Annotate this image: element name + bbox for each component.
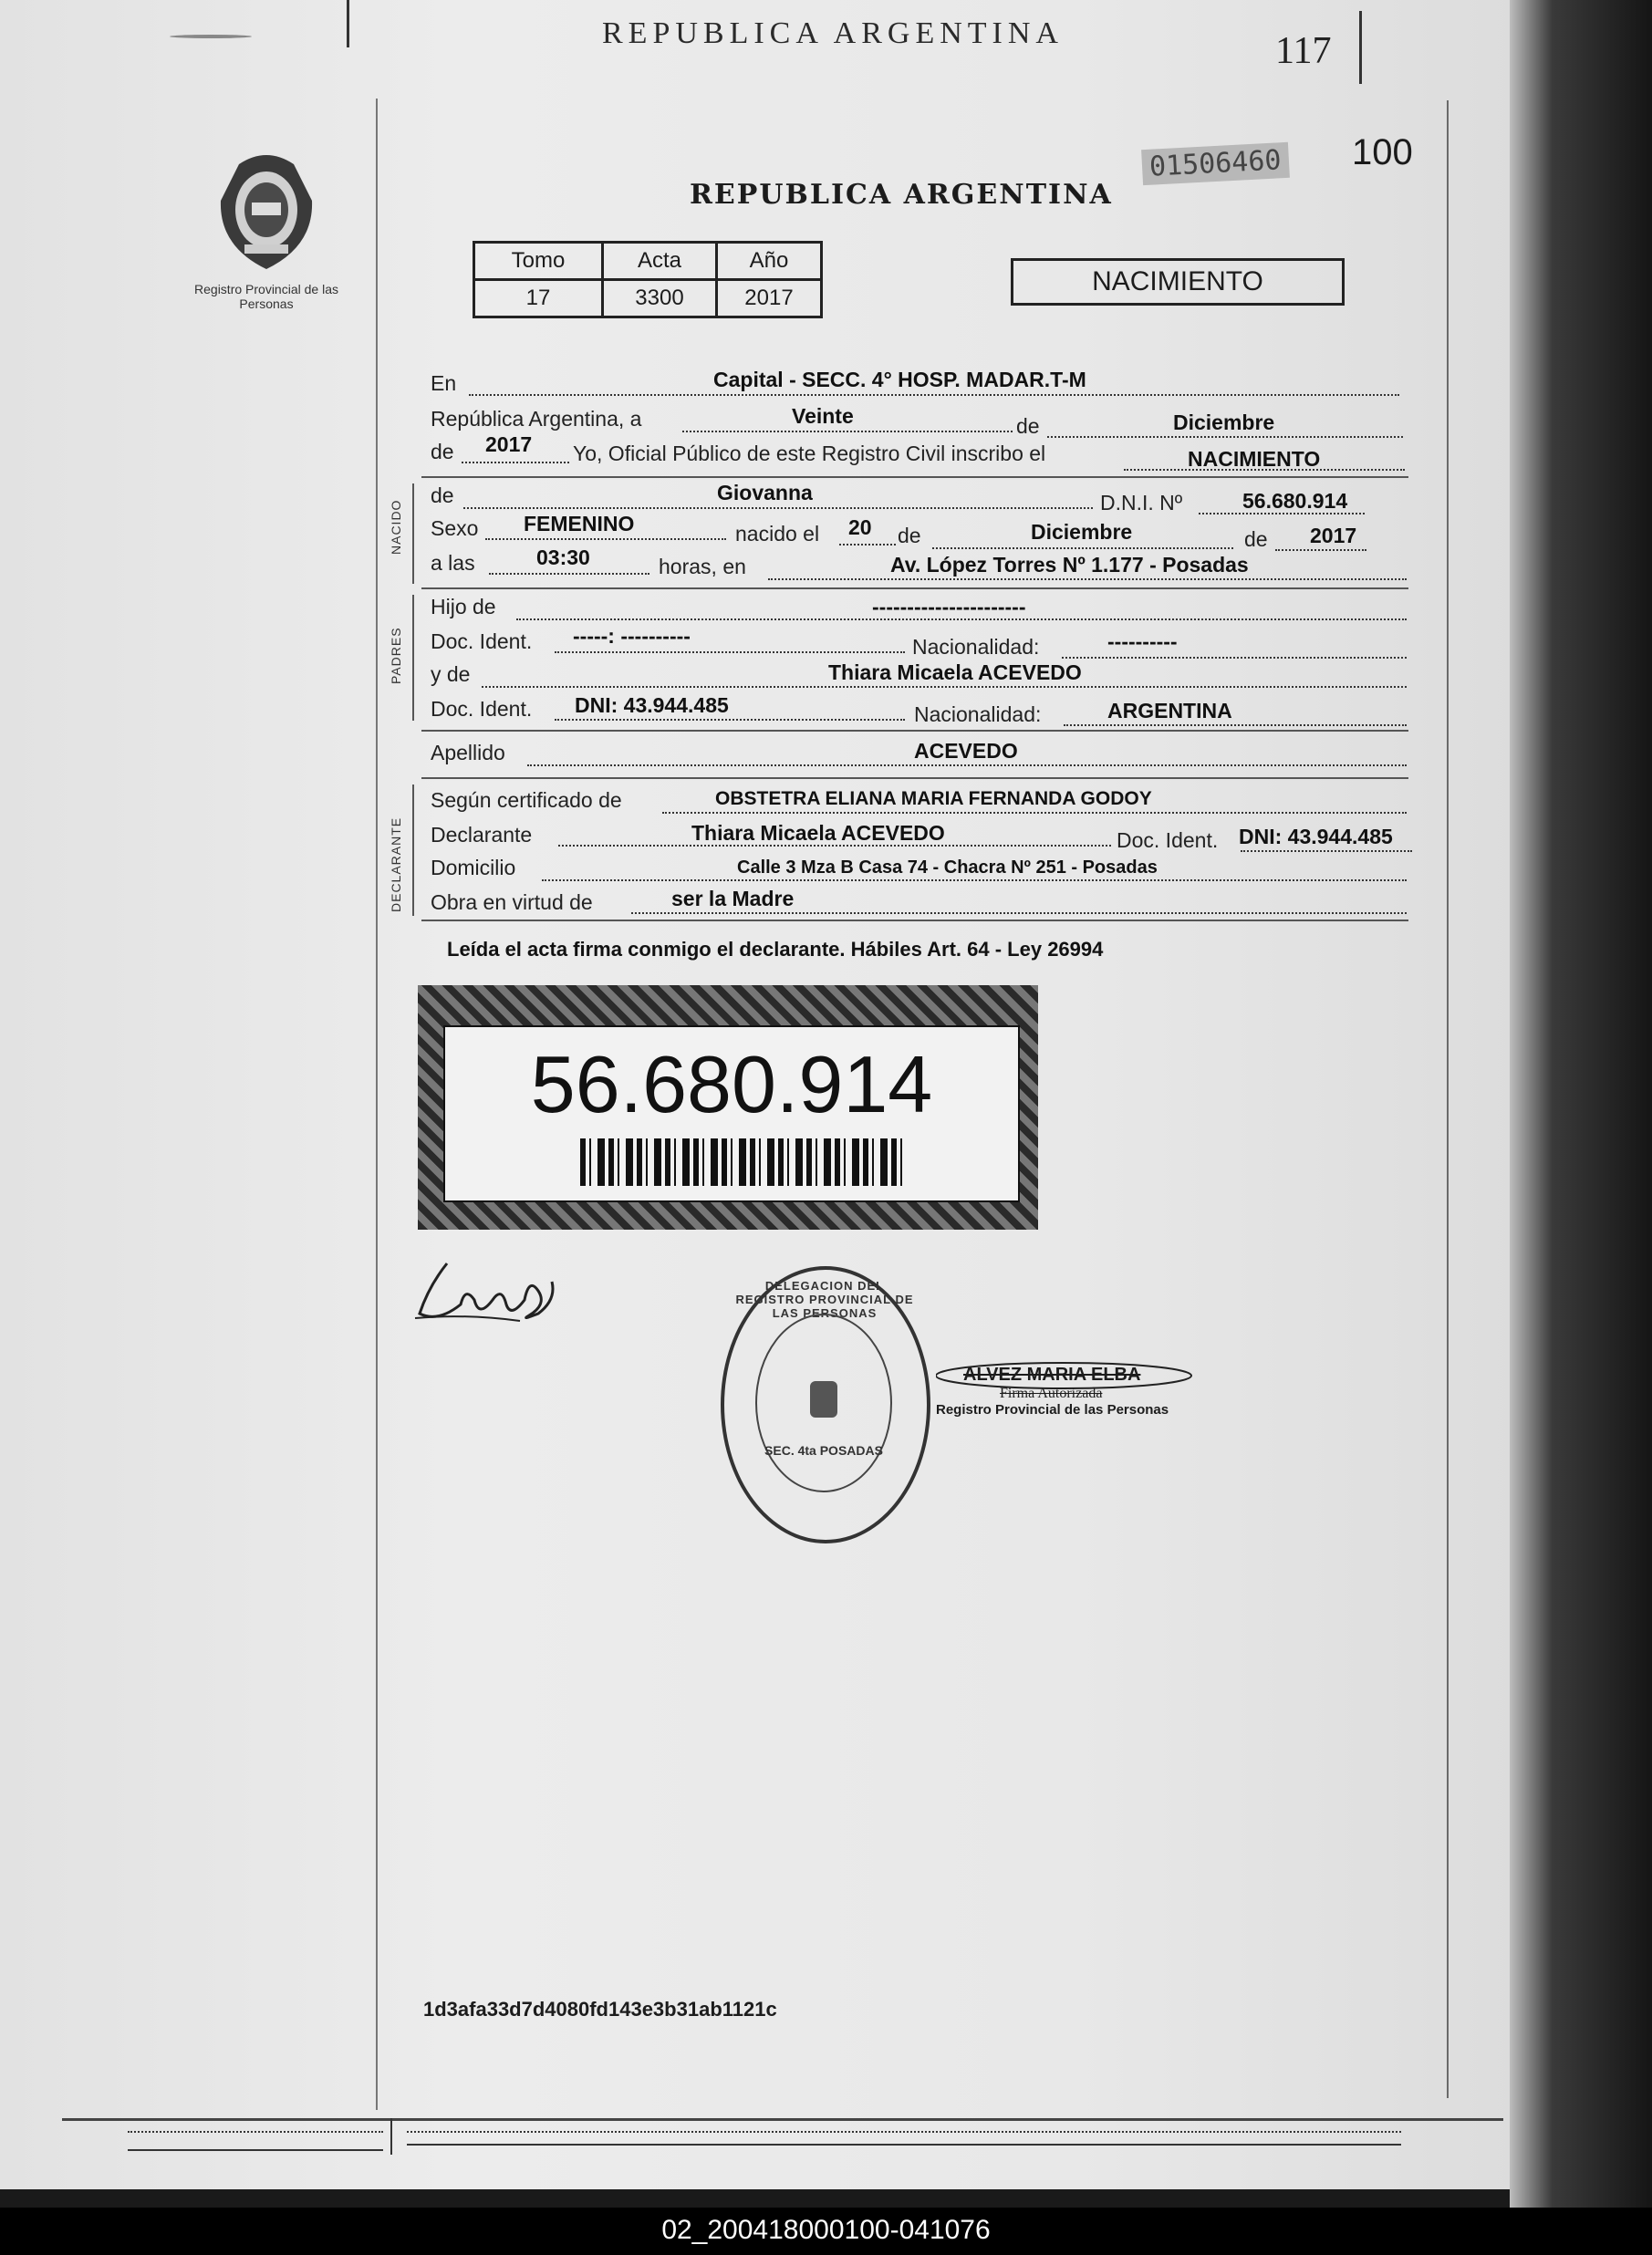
year-prefix: de [431, 440, 454, 463]
certificate-value: OBSTETRA ELIANA MARIA FERNANDA GODOY [715, 788, 1152, 809]
place-value: Capital - SECC. 4° HOSP. MADAR.T-M [713, 368, 1086, 391]
officer-statement: Yo, Oficial Público de este Registro Civil inscribo el [573, 442, 1046, 465]
margin-line [376, 99, 378, 2110]
month-prefix: de [1016, 414, 1040, 438]
registry-logo [193, 146, 339, 311]
right-border [1447, 100, 1449, 2098]
country-label: República Argentina, a [431, 407, 642, 431]
child-dni: 56.680.914 [1242, 489, 1348, 513]
registry-header-anio: Año [717, 243, 822, 280]
event-value: NACIMIENTO [1188, 447, 1321, 471]
seal-section-text: SEC. 4ta POSADAS [764, 1443, 883, 1458]
mother-nat-label: Nacionalidad: [914, 702, 1042, 726]
surname-line [527, 764, 1407, 766]
document-hash: 1d3afa33d7d4080fd143e3b31ab1121c [423, 1998, 777, 2021]
signature-stroke [936, 1359, 1210, 1396]
name-prefix: de [431, 483, 454, 507]
place-line [469, 394, 1399, 396]
official-seal [721, 1266, 930, 1543]
time-label: a las [431, 551, 475, 575]
birth-day: 20 [848, 515, 872, 539]
sexo-value: FEMENINO [524, 512, 635, 535]
birth-month-prefix: de [898, 524, 921, 547]
header-divider-right [1359, 11, 1362, 84]
declarant-name: Thiara Micaela ACEVEDO [691, 821, 945, 845]
logo-caption: Registro Provincial de las Personas [194, 282, 338, 311]
declarante-bracket [412, 785, 414, 916]
section-rule [421, 920, 1408, 921]
mother-name: Thiara Micaela ACEVEDO [828, 660, 1082, 684]
address-label: Domicilio [431, 856, 516, 879]
birth-year-prefix: de [1244, 527, 1268, 551]
bottom-divider [390, 2118, 392, 2155]
certificate-line [662, 812, 1407, 814]
mother-line [482, 686, 1407, 688]
surname-label: Apellido [431, 741, 505, 764]
certificate-label: Según certificado de [431, 788, 622, 812]
sexo-line [485, 538, 726, 540]
birth-day-line [839, 544, 896, 546]
padres-bracket [412, 595, 414, 721]
registry-header-row [474, 243, 822, 280]
birth-place-line [768, 578, 1407, 580]
birth-time: 03:30 [536, 546, 590, 569]
bottom-rule [62, 2118, 1503, 2121]
dni-label: D.N.I. Nº [1100, 491, 1183, 514]
page-number: 100 [1352, 132, 1413, 172]
mother-nationality: ARGENTINA [1107, 699, 1232, 722]
section-label-nacido: NACIDO [389, 499, 403, 555]
mother-nat-line [1064, 724, 1407, 726]
scan-file-id: 02_200418000100-041076 [661, 2215, 991, 2245]
registry-header-tomo: Tomo [474, 243, 603, 280]
address-line [542, 879, 1407, 881]
year-line [462, 462, 569, 463]
declarant-doc-label: Doc. Ident. [1117, 828, 1219, 852]
mother-doc-line [555, 719, 905, 721]
record-type-box: NACIMIENTO [1011, 258, 1345, 306]
official-role: Firma Autorizada [1000, 1386, 1103, 1401]
declarant-doc-line [1241, 850, 1412, 852]
father-label: Hijo de [431, 595, 496, 618]
capacity-label: Obra en virtud de [431, 890, 593, 914]
declarant-doc: DNI: 43.944.485 [1239, 825, 1393, 848]
serial-stamp: 01506460 [1141, 142, 1289, 185]
time-line [489, 573, 649, 575]
registry-header-acta: Acta [603, 243, 717, 280]
father-doc-label: Doc. Ident. [431, 629, 533, 653]
father-doc: -----: ---------- [573, 624, 691, 648]
registry-acta: 3300 [603, 280, 717, 317]
header-divider-left [347, 0, 349, 47]
declarant-label: Declarante [431, 823, 533, 847]
day-word: Veinte [792, 404, 854, 428]
section-rule [421, 476, 1408, 478]
month-line [1047, 436, 1403, 438]
closing-statement: Leída el acta firma conmigo el declarante. Hábiles Art. 64 - Ley 26994 [447, 938, 1104, 961]
barcode [580, 1138, 909, 1186]
section-rule [421, 587, 1408, 589]
birth-year-line [1275, 549, 1366, 551]
sexo-label: Sexo [431, 516, 479, 540]
section-rule [421, 730, 1408, 732]
bottom-line-left [128, 2149, 383, 2151]
registry-value-row [474, 280, 822, 317]
bottom-dotted-left [128, 2131, 383, 2133]
official-name: ALVEZ MARIA ELBA [963, 1365, 1141, 1385]
declarant-signature [410, 1250, 575, 1341]
document-title: REPUBLICA ARGENTINA [690, 179, 1113, 211]
book-edge [1510, 0, 1652, 2208]
surname-value: ACEVEDO [914, 739, 1018, 763]
section-rule [421, 777, 1408, 779]
dni-sticker-number: 56.680.914 [530, 1039, 933, 1129]
address-value: Calle 3 Mza B Casa 74 - Chacra Nº 251 - Posadas [737, 857, 1158, 878]
capacity-value: ser la Madre [671, 887, 795, 910]
day-line [682, 431, 1013, 432]
mother-doc-label: Doc. Ident. [431, 697, 533, 721]
nacido-el-label: nacido el [735, 522, 820, 546]
mother-doc: DNI: 43.944.485 [575, 693, 729, 717]
seal-emblem-icon [810, 1381, 837, 1418]
father-doc-line [555, 651, 905, 653]
registry-tomo: 17 [474, 280, 603, 317]
dni-sticker [418, 985, 1038, 1230]
official-signature-block [936, 1365, 1210, 1418]
mother-label: y de [431, 662, 471, 686]
registry-table [473, 241, 823, 318]
father-name: ---------------------- [872, 595, 1026, 618]
bottom-line-right [407, 2144, 1401, 2146]
place-label: En [431, 371, 457, 395]
seal-inner-ring [755, 1314, 892, 1492]
birth-year: 2017 [1310, 524, 1357, 547]
official-org: Registro Provincial de las Personas [936, 1402, 1169, 1418]
father-nat-label: Nacionalidad: [912, 635, 1040, 659]
birth-address: Av. López Torres Nº 1.177 - Posadas [890, 553, 1249, 577]
nacido-bracket [412, 483, 414, 584]
place-of-birth-label: horas, en [659, 555, 746, 578]
dni-sticker-panel [443, 1025, 1020, 1202]
registry-anio: 2017 [717, 280, 822, 317]
father-nat-line [1062, 657, 1407, 659]
book-header: REPUBLICA ARGENTINA [602, 16, 1064, 50]
father-nationality: ---------- [1107, 629, 1178, 653]
child-name: Giovanna [717, 481, 813, 504]
capacity-line [631, 912, 1407, 914]
punch-hole-mark [170, 35, 252, 38]
provincial-seal-icon [212, 146, 321, 274]
name-line [463, 507, 1093, 509]
year-value: 2017 [485, 432, 533, 456]
bottom-dotted-right [407, 2131, 1401, 2133]
section-label-padres: PADRES [389, 627, 403, 684]
birth-month-line [932, 547, 1233, 549]
month-value: Diciembre [1173, 410, 1275, 434]
seal-ring-text: DELEGACION DEL REGISTRO PROVINCIAL DE LAS PERSONAS [735, 1279, 914, 1320]
birth-month: Diciembre [1031, 520, 1133, 544]
folio-number: 117 [1275, 30, 1332, 72]
section-label-declarante: DECLARANTE [389, 816, 403, 912]
